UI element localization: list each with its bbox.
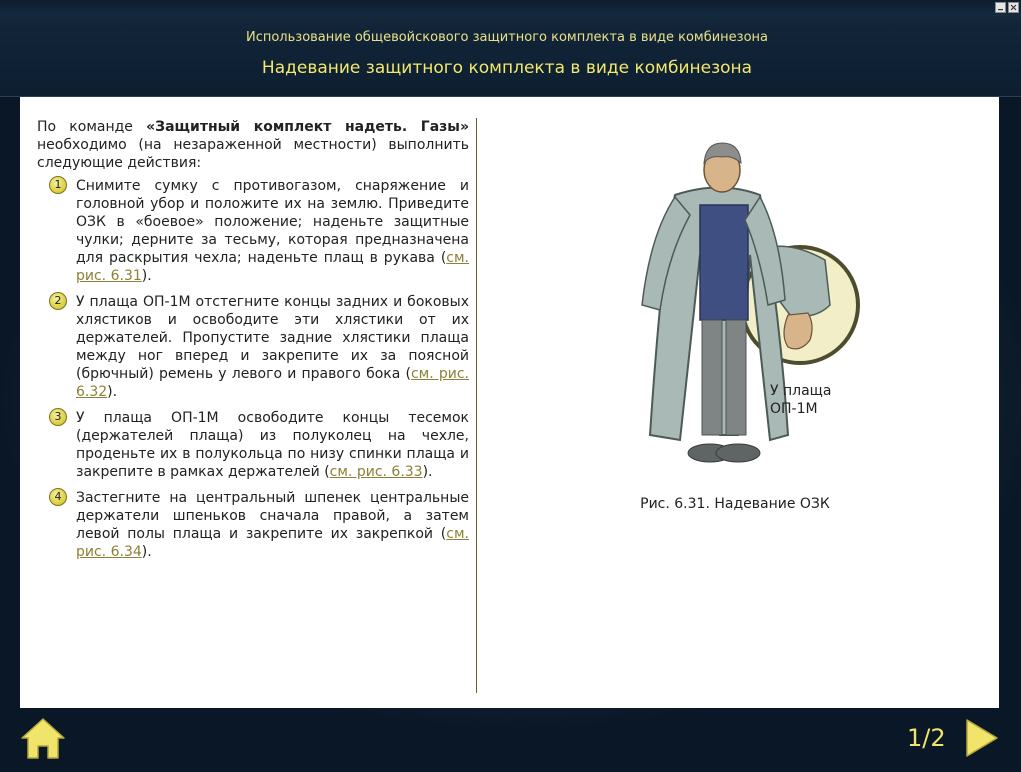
figure-link[interactable]: см. рис. 6.33	[329, 464, 423, 480]
uniform-jacket	[700, 205, 748, 320]
figure-illustration	[620, 135, 870, 475]
command-text: «Защитный комплект надеть. Газы»	[146, 119, 469, 135]
close-button[interactable]	[1008, 2, 1019, 13]
next-page-button[interactable]	[964, 718, 1000, 758]
step-tail: ).	[422, 464, 433, 480]
steps-list	[37, 177, 469, 561]
leg-right	[726, 320, 746, 435]
step-number-badge: 4	[49, 488, 67, 506]
step-number-badge: 1	[49, 176, 67, 194]
arrow-right-icon	[964, 718, 1000, 758]
minimize-button[interactable]	[995, 2, 1006, 13]
close-icon	[1010, 4, 1017, 11]
list-item	[37, 177, 469, 285]
intro-paragraph	[37, 118, 469, 172]
step-text	[76, 409, 469, 481]
intro-post: необходимо (на незараженной местности) выполнить следующие действия:	[37, 137, 469, 171]
step-body: Снимите сумку с противогазом, снаряжение и головной убор и положите их на землю. Приведите ОЗК в «боевое» положение; наденьте защитные чулки; дерните за тесьму, которая предназначена для раскрытия чехла; наденьте плащ в рукава (	[76, 178, 469, 266]
step-body: У плаща ОП-1М отстегните концы задних и боковых хлястиков и освободите эти хлястики от их держателей. Пропустите задние хлястики плаща между ног вперед и закрепите их за поясной (брючный) ремень у левого и правого бока (	[76, 294, 469, 382]
list-item	[37, 293, 469, 401]
step-tail: ).	[141, 268, 152, 284]
step-tail: ).	[141, 544, 152, 560]
header	[0, 16, 1021, 97]
figure-link[interactable]: см. рис. 6.32	[76, 366, 470, 400]
window-titlebar	[0, 0, 1021, 16]
figure-caption: Рис. 6.31. Надевание ОЗК	[640, 496, 830, 512]
instructions-column	[37, 118, 469, 569]
list-item	[37, 409, 469, 481]
step-text	[76, 489, 469, 561]
intro-pre: По команде	[37, 119, 147, 135]
step-body: Застегните на центральный шпенек центральные держатели шпеньков сначала правой, а затем левой полы плаща и закрепите их закрепкой (	[76, 490, 469, 542]
step-number-badge: 2	[49, 292, 67, 310]
window-controls	[995, 2, 1019, 13]
step-tail: ).	[107, 384, 118, 400]
leg-left	[702, 320, 722, 435]
list-item	[37, 489, 469, 561]
step-text	[76, 293, 469, 401]
step-number-badge: 3	[49, 408, 67, 426]
step-text	[76, 177, 469, 285]
home-button[interactable]	[18, 716, 68, 762]
inset-label-line2: ОП-1М	[770, 401, 818, 417]
section-subtitle: Использование общевойскового защитного комплекта в виде комбинезона	[245, 30, 769, 45]
inset-label-line1: У плаща	[770, 383, 832, 399]
figure-link[interactable]: см. рис. 6.34	[76, 526, 469, 560]
boot-right	[716, 444, 760, 462]
home-icon	[18, 716, 68, 762]
figure-link[interactable]: см. рис. 6.31	[76, 250, 469, 284]
minimize-icon	[997, 4, 1004, 11]
step-body: У плаща ОП-1М освободите концы тесемок (держателей плаща) из полуколец на чехле, проденьте их в полукольца по низу спинки плаща и закрепите в рамках держателей (	[76, 410, 469, 480]
column-divider	[476, 118, 477, 693]
page-indicator: 1/2	[907, 724, 946, 752]
page-title: Надевание защитного комплекта в виде комбинезона	[261, 58, 753, 78]
